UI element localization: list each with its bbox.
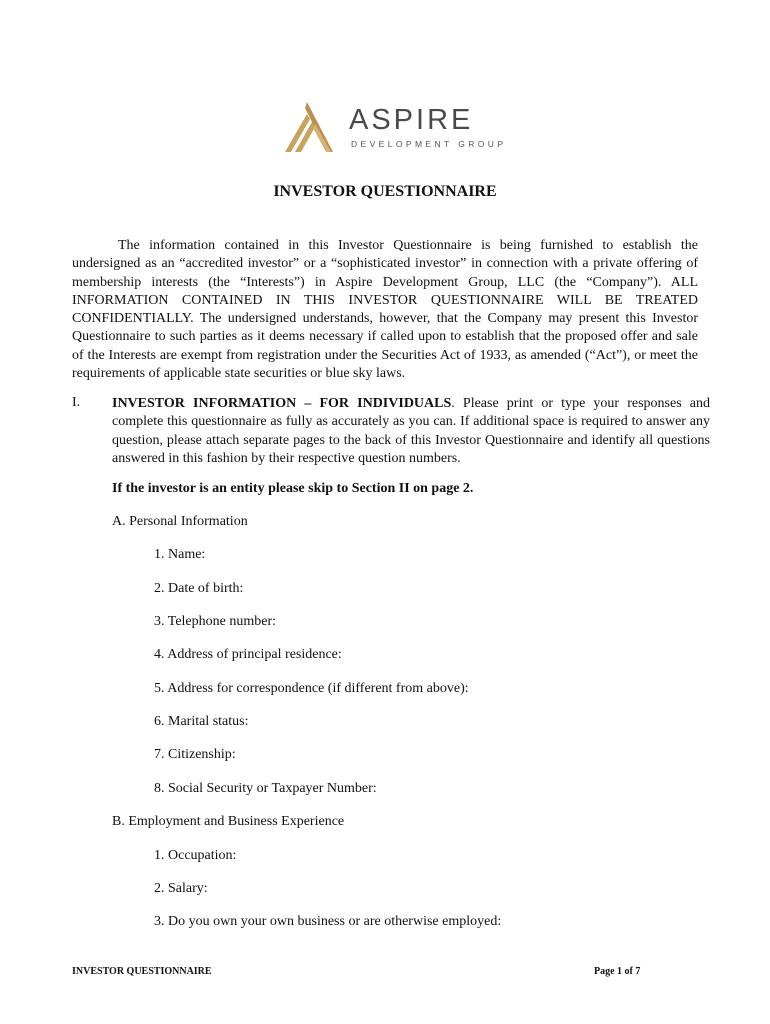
field-citizenship: 7. Citizenship: xyxy=(154,747,236,762)
skip-note: If the investor is an entity please skip to Section II on page 2. xyxy=(112,481,474,496)
field-occupation: 1. Occupation: xyxy=(154,848,237,863)
field-marital-status: 6. Marital status: xyxy=(154,714,249,729)
field-name: 1. Name: xyxy=(154,547,206,562)
intro-paragraph xyxy=(72,237,698,383)
section-1-text: . Please print or type your responses and complete this questionnaire as fully as accurately as you can. If additional space is required to answer any question, please attach separate pages to the back of this Investor Questionnaire and identify all questions answered in this fashion by their respective question numbers. xyxy=(112,396,710,466)
field-business-ownership: 3. Do you own your own business or are otherwise employed: xyxy=(154,914,502,929)
aspire-mountain-icon xyxy=(283,100,341,158)
field-telephone: 3. Telephone number: xyxy=(154,614,277,629)
field-principal-residence: 4. Address of principal residence: xyxy=(154,647,342,662)
intro-text: The information contained in this Investor Questionnaire is being furnished to establish the undersigned as an “accredited investor” or a “sophisticated investor” in connection with a private offering of membership interests (the “Interests”) in Aspire Development Group, LLC (the “Company”). ALL INFORMATION CONTAINED IN THIS INVESTOR QUESTIONNAIRE WILL BE TREATED CONFIDENTIALLY. The undersigned understands, however, that the Company may present this Investor Questionnaire to such parties as it deems necessary if called upon to establish that the proposed offer and sale of the Interests are exempt from registration under the Securities Act of 1933, as amended (“Act”), or meet the requirements of applicable state securities or blue sky laws. xyxy=(72,238,698,382)
part-a-label: A. Personal Information xyxy=(112,514,248,529)
field-ssn: 8. Social Security or Taxpayer Number: xyxy=(154,781,377,796)
field-salary: 2. Salary: xyxy=(154,881,208,896)
field-date-of-birth: 2. Date of birth: xyxy=(154,581,244,596)
logo-wordmark: ASPIRE xyxy=(349,104,474,136)
document-title: INVESTOR QUESTIONNAIRE xyxy=(273,183,497,200)
footer-title: INVESTOR QUESTIONNAIRE xyxy=(72,966,212,977)
section-1-number: I. xyxy=(72,395,81,410)
company-logo xyxy=(283,100,507,158)
logo-subtitle: DEVELOPMENT GROUP xyxy=(351,139,507,149)
section-1-intro xyxy=(112,395,710,468)
field-correspondence-address: 5. Address for correspondence (if different from above): xyxy=(154,681,469,696)
footer-page-number: Page 1 of 7 xyxy=(594,966,641,977)
part-b-label: B. Employment and Business Experience xyxy=(112,814,345,829)
section-1-heading: INVESTOR INFORMATION – FOR INDIVIDUALS xyxy=(112,396,452,411)
